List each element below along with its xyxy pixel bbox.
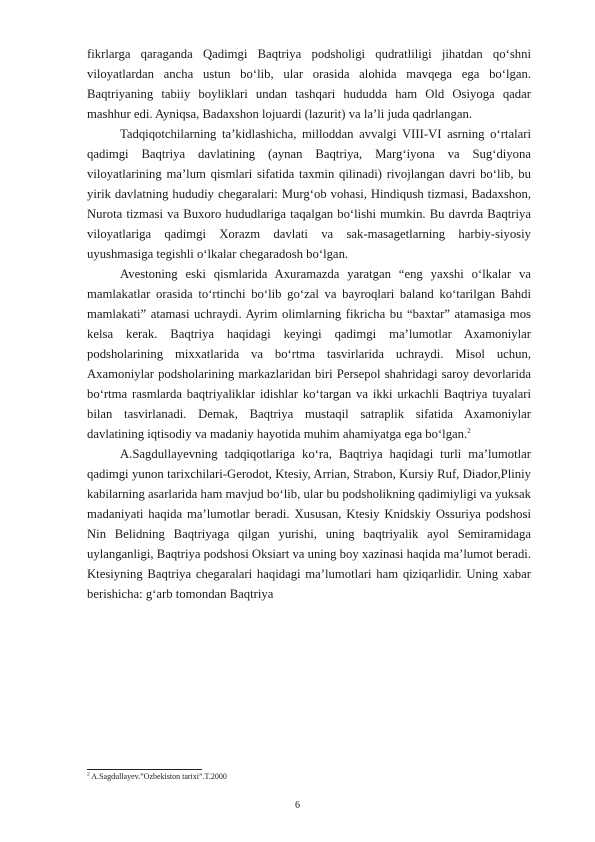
footnote-text: A.Sagdullayev.”Ozbekiston tarixi”.T.2000 <box>89 772 227 781</box>
footnote-divider <box>87 769 202 770</box>
footnote <box>87 772 227 782</box>
paragraph-2: Tadqiqotchilarning ta’kidlashicha, milloddan avvalgi VIII-VI asrning o‘rtalari qadimgi Baqtriya davlatining (aynan Baqtriya, Marg‘iyona va Sug‘diyona viloyatlarining ma’lum qismlari sifatida taxmin qilinadi) rivojlangan davri bo‘lib, bu yirik davlatning hududiy chegaralari: Murg‘ob vohasi, Hindiqush tizmasi, Badaxshon, Nurota tizmasi va Buxoro hududlariga taqalgan bo‘lishi mumkin. Bu davrda Baqtriya viloyatlariga qadimgi Xorazm davlati va sak-masagetlarning harbiy-siyosiy uyushmasiga tegishli o‘lkalar chegaradosh bo‘lgan. <box>87 127 531 261</box>
page-number: 6 <box>295 800 300 811</box>
paragraph-4: A.Sagdullayevning tadqiqotlariga ko‘ra, Baqtriya haqidagi turli ma’lumotlar qadimgi yunon tarixchilari-Gerodot, Ktesiy, Arrian, Strabon, Kursiy Ruf, Diador,Pliniy kabilarning asarlarida ham mavjud bo‘lib, ular bu podsholikning qadimiyligi va yuksak madaniyati haqida ma’lumotlar beradi. Xususan, Ktesiy Knidskiy Ossuriya podshosi Nin Belidning Baqtriyaga qilgan yurishi, uning baqtriyalik ayol Semiramidaga uylanganligi, Baqtriya podshosi Oksiart va uning boy xazinasi haqida ma’lumot beradi. Ktesiyning Baqtriya chegaralari haqidagi ma’lumotlari ham qiziqarlidir. Uning xabar berishicha: g‘arb tomondan Baqtriya <box>87 447 531 601</box>
body-text <box>87 44 531 604</box>
paragraph-3-text: Avestoning eski qismlarida Axuramazda yaratgan “eng yaxshi o‘lkalar va mamlakatlar orasida to‘rtinchi bo‘lib go‘zal va bayroqlari baland ko‘tarilgan Bahdi mamlakati” atamasi uchraydi. Ayrim olimlarning fikricha bu “baxtar” atamasiga mos kelsa kerak. Baqtriya haqidagi keyingi qadimgi ma’lumotlar Axamoniylar podsholarining mixxatlarida va bo‘rtma tasvirlarida uchraydi. Misol uchun, Axamoniylar podsholarining markazlaridan biri Persepol shahridagi saroy devorlarida bo‘rtma rasmlarda baqtriyaliklar idishlar ko‘targan va ikki urkachli Baqtriya tuyalari bilan tasvirlanadi. Demak, Baqtriya mustaqil satraplik sifatida Axamoniylar davlatining iqtisodiy va madaniy hayotida muhim ahamiyatga ega bo‘lgan. <box>87 267 531 441</box>
footnote-reference[interactable]: 2 <box>467 426 471 435</box>
paragraph-3 <box>87 264 531 444</box>
footnote-marker: 2 <box>87 771 90 778</box>
paragraph-1: fikrlarga qaraganda Qadimgi Baqtriya podsholigi qudratliligi jihatdan qo‘shni viloyatlardan ancha ustun bo‘lib, ular orasida alohida mavqega ega bo‘lgan. Baqtriyaning tabiiy boyliklari undan tashqari hududda ham Old Osiyoga qadar mashhur edi. Ayniqsa, Badaxshon lojuardi (lazurit) va la’li juda qadrlangan. <box>87 47 531 121</box>
